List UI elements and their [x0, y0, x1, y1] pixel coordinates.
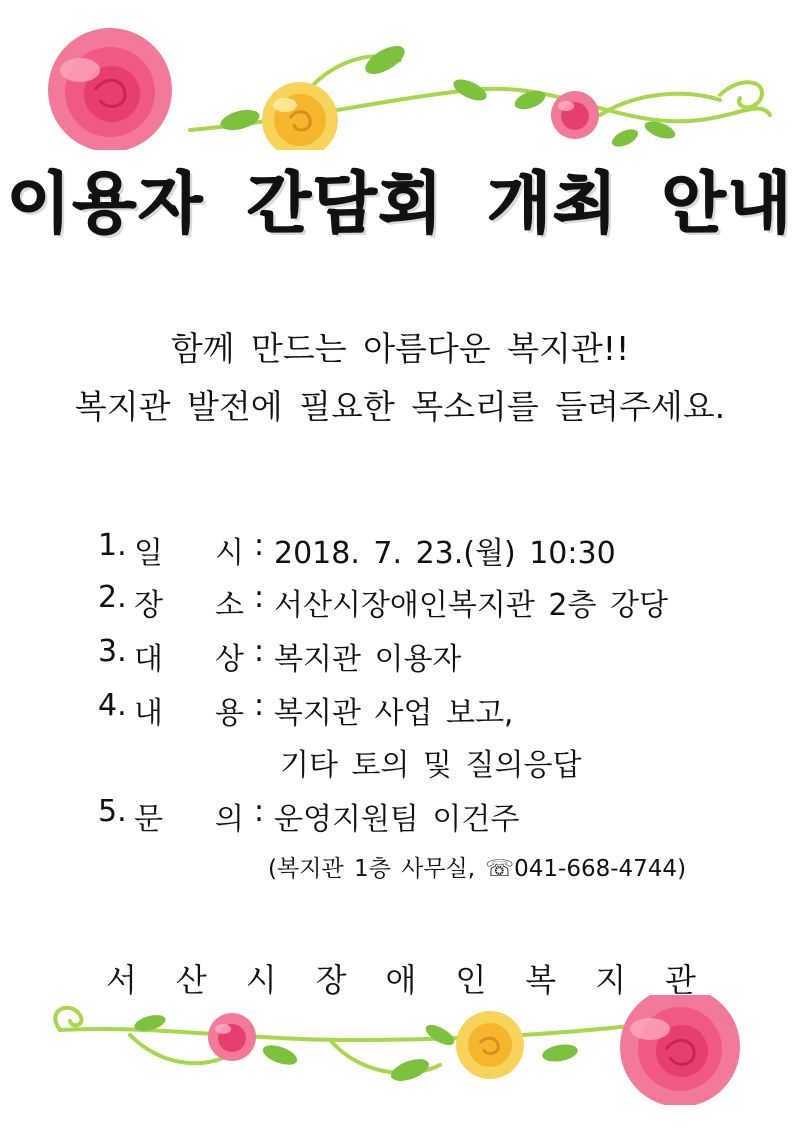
item-label: 일 시	[134, 536, 244, 571]
item-number: 4.	[98, 688, 127, 723]
detail-row-content	[98, 688, 513, 736]
pink-rose-icon	[620, 995, 740, 1105]
detail-row-inquiry	[98, 794, 519, 842]
page-title: 이용자 간담회 개최 안내	[6, 165, 794, 242]
slogan-line-2: 복지관 발전에 필요한 목소리를 들려주세요.	[74, 387, 726, 426]
pink-rose-icon	[48, 28, 172, 150]
org-char: 인	[455, 961, 487, 999]
item-label: 장 소	[134, 588, 244, 623]
yellow-rose-icon	[262, 82, 338, 150]
vine-icon	[55, 1008, 640, 1073]
colon: :	[253, 688, 265, 723]
item-number: 2.	[98, 580, 127, 615]
org-char: 장	[315, 961, 347, 999]
item-value: 운영지원팀 이건주	[274, 802, 520, 837]
detail-row-target	[98, 634, 461, 682]
item-value: 복지관 이용자	[274, 642, 462, 677]
colon: :	[253, 634, 265, 669]
colon: :	[253, 580, 265, 615]
item-number: 5.	[98, 794, 127, 829]
rose-vine-top	[0, 20, 800, 150]
item-label: 문 의	[134, 802, 244, 837]
item-number: 3.	[98, 634, 127, 669]
org-char: 산	[175, 961, 207, 999]
rose-vine-bottom	[0, 995, 800, 1105]
yellow-rose-icon	[456, 1011, 524, 1079]
item-value: 복지관 사업 보고,	[274, 696, 514, 731]
detail-row-place	[98, 580, 668, 628]
org-char: 지	[595, 961, 627, 999]
org-char: 애	[385, 961, 417, 999]
org-char: 관	[665, 961, 696, 999]
org-char: 서	[106, 961, 137, 999]
item-value: 서산시장애인복지관 2층 강당	[274, 588, 668, 623]
item-label: 내 용	[134, 696, 244, 731]
item-value: 2018. 7. 23.(월) 10:30	[274, 536, 616, 571]
item-number: 1.	[98, 528, 127, 563]
item-label: 대 상	[134, 642, 244, 677]
item-value: 기타 토의 및 질의응답	[280, 748, 582, 783]
detail-row-content-continued	[280, 740, 581, 788]
colon: :	[253, 794, 265, 829]
colon: :	[253, 528, 265, 563]
detail-row-date	[98, 528, 616, 576]
org-char: 복	[525, 961, 557, 999]
contact-info: (복지관 1층 사무실, ☏041-668-4744)	[268, 856, 687, 882]
small-pink-rose-icon	[208, 1013, 256, 1061]
org-char: 시	[245, 961, 277, 999]
small-pink-rose-icon	[551, 91, 599, 139]
slogan-line-1: 함께 만드는 아름다운 복지관!!	[170, 329, 630, 368]
